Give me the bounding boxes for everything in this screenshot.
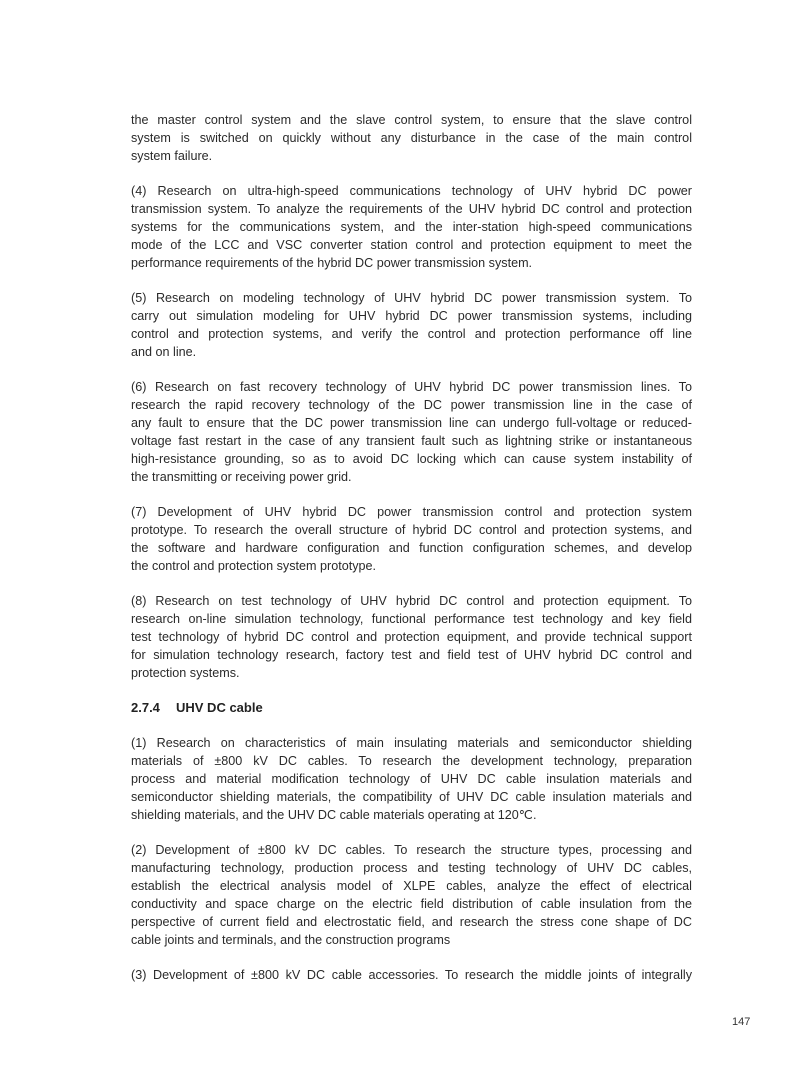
text-line: transmission system. To analyze the requirements of the UHV hybrid DC control and protection — [131, 202, 692, 216]
section-title: UHV DC cable — [176, 700, 263, 715]
text-line: (4) Research on ultra-high-speed communications technology of UHV hybrid DC power — [131, 184, 692, 198]
paragraph — [131, 378, 692, 486]
text-line: the transmitting or receiving power grid. — [131, 470, 352, 484]
text-line: control and protection systems, and verify the control and protection performance off line — [131, 327, 692, 341]
text-line: (5) Research on modeling technology of UHV hybrid DC power transmission system. To — [131, 291, 692, 305]
text-line: manufacturing technology, production process and testing technology of UHV DC cables, — [131, 861, 692, 875]
text-line: and on line. — [131, 345, 197, 359]
text-line: research the rapid recovery technology of the DC power transmission line in the case of — [131, 398, 692, 412]
text-line: the software and hardware configuration and function configuration schemes, and develop — [131, 541, 692, 555]
text-line: materials of ±800 kV DC cables. To research the development technology, preparation — [131, 754, 692, 768]
text-line: systems for the communications system, and the inter-station high-speed communications — [131, 220, 692, 234]
text-line: conductivity and space charge on the electric field distribution of cable insulation from the — [131, 897, 692, 911]
text-line: for simulation technology research, factory test and field test of UHV hybrid DC control and — [131, 648, 692, 662]
text-line: (2) Development of ±800 kV DC cables. To research the structure types, processing and — [131, 843, 692, 857]
text-line: the master control system and the slave control system, to ensure that the slave control — [131, 113, 692, 127]
text-line: cable joints and terminals, and the construction programs — [131, 933, 451, 947]
text-line: process and material modification technology of UHV DC cable insulation materials and — [131, 772, 692, 786]
paragraph — [131, 111, 692, 165]
text-line: (7) Development of UHV hybrid DC power transmission control and protection system — [131, 505, 692, 519]
text-line: voltage fast restart in the case of any transient fault such as lightning strike or instantaneous — [131, 434, 692, 448]
paragraph — [131, 503, 692, 575]
text-line: (6) Research on fast recovery technology of UHV hybrid DC power transmission lines. To — [131, 380, 692, 394]
text-line: high-resistance grounding, so as to avoid DC locking which can cause system instability of — [131, 452, 692, 466]
page-number: 147 — [732, 1016, 751, 1028]
text-line: carry out simulation modeling for UHV hybrid DC power transmission systems, including — [131, 309, 692, 323]
text-line: (3) Development of ±800 kV DC cable accessories. To research the middle joints of integrally — [131, 968, 692, 982]
text-line: the control and protection system prototype. — [131, 559, 377, 573]
text-line: (1) Research on characteristics of main insulating materials and semiconductor shielding — [131, 736, 692, 750]
text-line: performance requirements of the hybrid DC power transmission system. — [131, 256, 533, 270]
section-heading — [131, 699, 692, 717]
paragraph — [131, 966, 692, 984]
paragraph — [131, 289, 692, 361]
paragraph — [131, 841, 692, 949]
text-line: shielding materials, and the UHV DC cable materials operating at 120℃. — [131, 808, 537, 822]
page-body — [131, 111, 692, 1001]
paragraph — [131, 734, 692, 824]
text-line: perspective of current field and electrostatic field, and research the stress cone shape of DC — [131, 915, 692, 929]
text-line: any fault to ensure that the DC power transmission line can undergo full-voltage or reduced- — [131, 416, 692, 430]
text-line: establish the electrical analysis model of XLPE cables, analyze the effect of electrical — [131, 879, 692, 893]
text-line: protection systems. — [131, 666, 240, 680]
text-line: semiconductor shielding materials, the compatibility of UHV DC cable insulation materials and — [131, 790, 692, 804]
text-line: research on-line simulation technology, functional performance test technology and key field — [131, 612, 692, 626]
text-line: test technology of hybrid DC control and protection equipment, and provide technical support — [131, 630, 692, 644]
text-line: system is switched on quickly without any disturbance in the case of the main control — [131, 131, 692, 145]
text-line: (8) Research on test technology of UHV hybrid DC control and protection equipment. To — [131, 594, 692, 608]
section-number: 2.7.4 — [131, 700, 160, 715]
text-line: system failure. — [131, 149, 213, 163]
text-line: mode of the LCC and VSC converter station control and protection equipment to meet the — [131, 238, 692, 252]
paragraph — [131, 182, 692, 272]
paragraph — [131, 592, 692, 682]
text-line: prototype. To research the overall structure of hybrid DC control and protection systems, and — [131, 523, 692, 537]
